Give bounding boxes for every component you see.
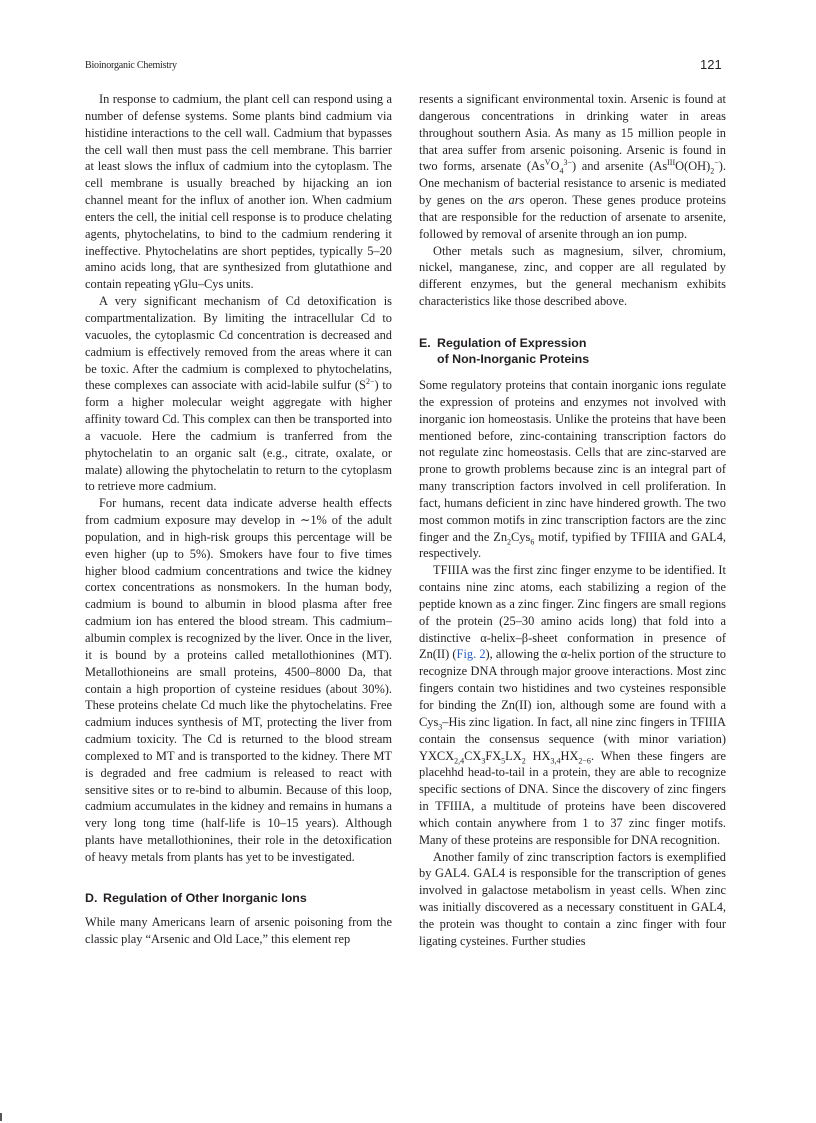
paragraph-cadmium-plant-defense: In response to cadmium, the plant cell can respond using a number of defense systems. Some plants bind cadmium via histidine interactions to the cell wall. Cadmium that bypasses the cell wall then must pass the cell membrane. This barrier at least slows the influx of cadmium into the cytoplasm. The cell membrane is usually breached by hijacking an ion channel meant for the influx of another ion. When cadmium enters the cell, the initial cell response is to produce chelating agents, phytochelatins, to bind to the cadmium rendering it ineffective. Phytochelatins are short peptides, typically 5–20 amino acids long, that are synthesized from glutathione and contain repeating γGlu–Cys units. <box>85 92 392 292</box>
crop-mark <box>0 1113 2 1121</box>
left-column <box>85 91 392 948</box>
running-head: Bioinorganic Chemistry <box>85 60 177 71</box>
figure-2-link[interactable]: Fig. 2 <box>456 647 486 662</box>
right-column <box>419 91 726 950</box>
section-heading-e: E. Regulation of Expression of Non-Inorganic Proteins <box>419 335 590 367</box>
paragraph-arsenic-intro: While many Americans learn of arsenic poisoning from the classic play “Arsenic and Old Lace,” this element rep <box>85 915 392 947</box>
paragraph-compartmentalization: A very significant mechanism of Cd detoxification is compartmentalization. By limiting the intracellular Cd to vacuoles, the cytoplasmic Cd concentration is decreased and cadmium is effectively removed from the areas where it can be toxic. After the cadmium is complexed to phytochelatins, these complexes can associate with acid-labile sulfur $(S^{2-})$ to form a higher molecular weight aggregate with higher affinity toward Cd. This complex can then be transported into a vacuole. Here the cadmium is tranferred from the phytochelatin to an organic salt (e.g., citrate, oxalate, or malate) allowing the phytochelatin to return to the cytoplasm to retrieve more cadmium. <box>85 294 392 494</box>
paragraph-human-cadmium: For humans, recent data indicate adverse health effects from cadmium exposure may develop in ∼1% of the adult population, and in high-risk groups this percentage will be even higher (up to 5%). Smokers have four to five times higher blood cadmium concentrations and twice the kidney cortex concentrations as nonsmokers. In the human body, cadmium is bound to albumin in blood plasma after free cadmium ion has entered the blood stream. This cadmium–albumin complex is recognized by the liver. Once in the liver, it is bound by a proteins called metallothionines (MT). Metallothioneins are small proteins, 4500–8000 Da, that contain a high proportion of cysteine residues (about 30%). These proteins chelate Cd much like the phytochelatins. Free cadmium induces synthesis of MT, protecting the liver from cadmium toxicity. The Cd is returned to the blood stream complexed to MT and is transported to the kidney. There MT is degraded and free cadmium is released to react with sensitive sites or to re-bind to albumin. Because of this loop, cadmium accumulates in the kidney and remains in humans a very long tong time (half-life is 10–15 years). Although plants have metallothionines, their role in the detoxification of heavy metals from plants has yet to be investigated. <box>85 496 392 864</box>
section-heading-d: D. Regulation of Other Inorganic Ions <box>85 890 307 905</box>
page-number: 121 <box>700 57 722 72</box>
paragraph-other-metals: Other metals such as magnesium, silver, chromium, nickel, manganese, zinc, and copper are all regulated by different enzymes, but the general mechanism exhibits characteristics like those described above. <box>419 243 726 309</box>
paragraph-tfiiia: TFIIIA was the first zinc finger enzyme to be identified. It contains nine zinc atoms, each stabilizing a region of the peptide known as a zinc finger. Zinc fingers are small regions of the protein (25–30 amino acids long) that fold into a distinctive α-helix–β-sheet conformation in presence of Zn(II) (Fig. 2), allowing the α-helix portion of the structure to recognize DNA through major groove interactions. Most zinc fingers contain two histidines and two cysteines responsible for binding the Zn(II) ion, although some are found with a Cys$_3$–His zinc ligation. In fact, all nine zinc fingers in TFIIIA contain the consensus sequence (with minor variation) $YXCX_{2,4}CX_3FX_5LX_2$ $HX_{3,4}HX_{2-6}$. When these fingers are placehhd head-to-tail in a protein, they are able to recognize specific sections of DNA. Since the discovery of zinc fingers in TFIIIA, a multitude of proteins have been discovered which contain anywhere from 1 to 37 zinc finger motifs. Many of these proteins are responsible for DNA recognition. <box>419 563 727 847</box>
paragraph-zinc-transcription: Some regulatory proteins that contain inorganic ions regulate the expression of proteins and enzymes not involved with inorganic ion homeostasis. Unlike the proteins that have been mentioned before, zinc-containing transcription factors do not regulate zinc homeostasis. Cells that are zinc-starved are prone to growth problems because zinc is an integral part of many transcription factors involved in cell proliferation. In fact, humans deficient in zinc have hindered growth. The two most common motifs in zinc transcription factors are the zinc finger and the $Zn_2Cys_6$ motif, typified by TFIIIA and GAL4, respectively. <box>419 377 727 561</box>
paragraph-gal4: Another family of zinc transcription factors is exemplified by GAL4. GAL4 is responsible for the transcription of genes involved in galactose metabolism in yeast cells. When zinc was initially discovered as a necessary constituent in GAL4, the protein was thought to contain a zinc finger with four ligating cysteines. Further studies <box>419 849 726 948</box>
paragraph-arsenic-toxin: resents a significant environmental toxin. Arsenic is found at dangerous concentrations in drinking water in areas throughout southern Asia. As many as 15 million people in that area suffer from arsenic poisoning. Arsenic is found in two forms, arsenate $(As^VO_4^{3-})$ and arsenite $(As^{III}O(OH)_2^-)$. One mechanism of bacterial resistance to arsenic is mediated by genes on the ars operon. These genes produce proteins that are responsible for the reduction of arsenate to arsenite, followed by removal of arsenite through an ion pump. <box>419 92 726 241</box>
